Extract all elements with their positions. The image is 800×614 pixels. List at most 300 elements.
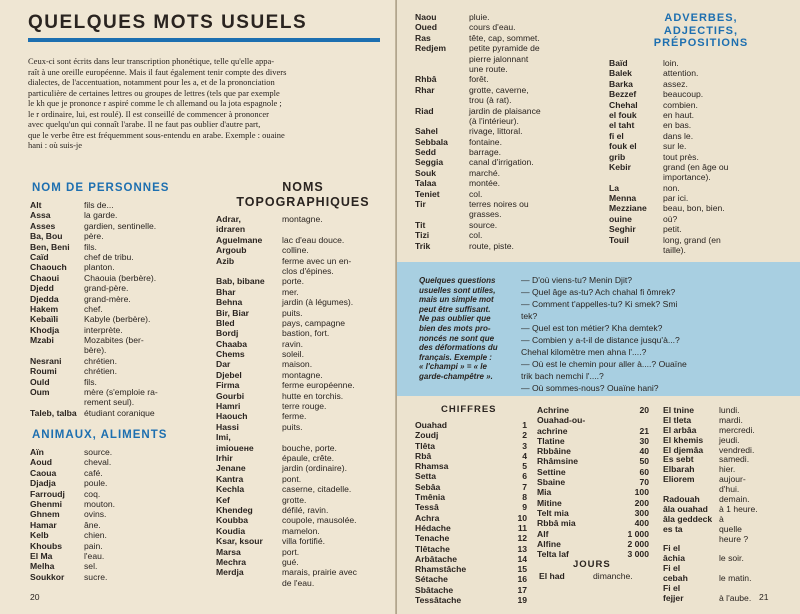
- number-value: 50: [639, 456, 649, 467]
- list-item: [609, 172, 799, 182]
- meaning: pont.: [282, 473, 302, 484]
- list-item: [609, 141, 799, 151]
- list-item: [537, 518, 649, 528]
- number-value: 21: [639, 425, 649, 436]
- term: Hamri: [216, 401, 241, 412]
- term: Ouahad: [415, 420, 447, 430]
- meaning: soleil.: [282, 349, 304, 360]
- number-value: 11: [517, 522, 527, 533]
- term: Caoua: [30, 467, 57, 478]
- list-item: [415, 22, 625, 32]
- meaning: une route.: [469, 63, 508, 74]
- list-item: [663, 445, 793, 455]
- meaning: beaucoup.: [663, 89, 704, 100]
- meaning: Kabyle (berbère).: [84, 314, 151, 325]
- days-list: [663, 405, 793, 603]
- number-value: 30: [639, 435, 649, 446]
- right-page: [397, 0, 800, 614]
- meaning: ferme européenne.: [282, 380, 355, 391]
- term: Teniet: [415, 188, 440, 199]
- list-item: [216, 578, 394, 588]
- meaning: colline.: [282, 245, 309, 256]
- meaning: fils.: [84, 376, 97, 387]
- list-item: [415, 502, 527, 512]
- meaning: barrage.: [469, 147, 502, 158]
- term: Tlatine: [537, 435, 565, 446]
- term: el fouk: [609, 109, 637, 120]
- meaning: jardin de plaisance: [469, 105, 541, 116]
- list-item: [30, 304, 220, 314]
- term: Bir, Biar: [216, 307, 249, 318]
- list-item: [609, 58, 799, 68]
- number-value: 10: [517, 512, 527, 523]
- term: âla ouahad: [663, 503, 708, 514]
- meaning: puits.: [282, 421, 303, 432]
- term: Kelb: [30, 530, 49, 541]
- meaning: ovins.: [84, 509, 107, 520]
- term: Rbbâine: [537, 446, 571, 457]
- term: Ksar, ksour: [216, 536, 263, 547]
- term: Mitine: [537, 497, 562, 508]
- list-item: [216, 318, 394, 328]
- list-item: [216, 567, 394, 577]
- list-item: [663, 415, 793, 425]
- list-item: [537, 487, 649, 497]
- list-item: [30, 457, 220, 467]
- list-item: [663, 454, 793, 464]
- meaning: le soir.: [719, 553, 744, 564]
- meaning: café.: [84, 467, 103, 478]
- list-item: [216, 505, 394, 515]
- term: Djadja: [30, 478, 56, 489]
- intro-line: particulière de certaines lettres ou groupes de lettres (tels que par exemple: [28, 87, 280, 98]
- list-item: [663, 504, 793, 514]
- term: El Ma: [30, 550, 53, 561]
- term: Mia: [537, 487, 552, 498]
- list-item: [216, 432, 394, 442]
- term: El tleta: [663, 414, 692, 425]
- list-item: [415, 168, 625, 178]
- list-item: [415, 157, 625, 167]
- meaning: ferme avec un en-: [282, 255, 352, 266]
- list-item: [415, 430, 527, 440]
- topo-list-continued: [415, 12, 625, 251]
- list-item: [415, 533, 527, 543]
- meaning: source.: [84, 447, 113, 457]
- term: Achrine: [537, 405, 569, 415]
- list-item: [415, 189, 625, 199]
- list-item: [30, 561, 220, 571]
- meaning: bère).: [84, 345, 107, 356]
- term: Barka: [609, 78, 633, 89]
- list-item: [30, 273, 220, 283]
- topo-heading: [218, 180, 388, 210]
- list-item: [30, 478, 220, 488]
- meaning: marché.: [469, 167, 501, 178]
- meaning: pluie.: [469, 12, 490, 22]
- meaning: coq.: [84, 488, 101, 499]
- term: Touil: [609, 234, 629, 245]
- term: Mzabi: [30, 335, 54, 346]
- term: Oued: [415, 22, 437, 33]
- list-item: [216, 495, 394, 505]
- list-item: [609, 152, 799, 162]
- meaning: mercredi.: [719, 424, 755, 435]
- term: Melha: [30, 561, 55, 572]
- term: Rhamsa: [415, 461, 449, 472]
- meaning: puits.: [282, 307, 303, 318]
- box-intro-line: français. Exemple :: [419, 352, 492, 362]
- list-item: [216, 380, 394, 390]
- meaning: demain.: [719, 494, 750, 505]
- term: Souk: [415, 167, 437, 178]
- term: Ba, Bou: [30, 231, 63, 242]
- list-item: [30, 221, 220, 231]
- question-line: — Où est le chemin pour aller à....? Ouaïne: [521, 359, 687, 369]
- intro-line: raît à une oreille européenne. Mais il faut également tenir compte des divers: [28, 66, 287, 77]
- page-title: QUELQUES MOTS USUELS: [28, 12, 308, 33]
- list-item: [663, 464, 793, 474]
- list-item: [609, 203, 799, 213]
- term: El tnine: [663, 405, 695, 415]
- term: achrine: [537, 425, 568, 436]
- list-item: [30, 509, 220, 519]
- meaning: âne.: [84, 519, 101, 530]
- term: Balek: [609, 68, 632, 79]
- term: Imi,: [216, 432, 231, 443]
- number-value: 60: [639, 466, 649, 477]
- meaning: rement seul).: [84, 397, 135, 408]
- list-item: [30, 210, 220, 220]
- list-item: [609, 110, 799, 120]
- list-item: [663, 583, 793, 593]
- list-item: [216, 526, 394, 536]
- term: Roumi: [30, 366, 57, 377]
- page-number-right: 21: [759, 592, 769, 602]
- list-item: [415, 482, 527, 492]
- list-item: [663, 573, 793, 583]
- meaning: pays, campagne: [282, 317, 346, 328]
- meaning: maison.: [282, 359, 313, 370]
- meaning: grotte, caverne,: [469, 84, 529, 95]
- meaning: cours d'eau.: [469, 22, 516, 33]
- meaning: où?: [663, 213, 678, 224]
- term: Bled: [216, 317, 235, 328]
- number-value: 40: [639, 446, 649, 457]
- list-item: [537, 446, 649, 456]
- list-item: [537, 456, 649, 466]
- term: Sbaine: [537, 477, 566, 488]
- list-item: [415, 85, 625, 95]
- list-item: [415, 137, 625, 147]
- meaning: pierre jalonnant: [469, 53, 529, 64]
- list-item: [609, 193, 799, 203]
- animals-list: [30, 447, 220, 582]
- questions-intro: [419, 276, 498, 382]
- term: Tessâtache: [415, 595, 462, 606]
- list-item: [663, 534, 793, 544]
- term: Irhir: [216, 452, 233, 463]
- list-item: [415, 33, 625, 43]
- box-intro-line: bien des mots pro-: [419, 323, 491, 333]
- term: Kantra: [216, 473, 244, 484]
- number-value: 6: [522, 471, 527, 482]
- term: Farroudj: [30, 488, 65, 499]
- meaning: sucre.: [84, 571, 108, 582]
- meaning: mardi.: [719, 414, 743, 425]
- adverbs-heading-line1: ADVERBES,: [664, 12, 738, 24]
- box-intro-line: Quelques questions: [419, 276, 496, 285]
- question-line: Chehal kilomètre men ahna l'....?: [521, 347, 647, 357]
- term: Argoub: [216, 245, 247, 256]
- list-item: [216, 547, 394, 557]
- list-item: [216, 422, 394, 432]
- meaning: hutte en torchis.: [282, 390, 344, 401]
- list-item: [216, 359, 394, 369]
- list-item: [663, 543, 793, 553]
- list-item: [663, 514, 793, 524]
- number-value: 3: [522, 440, 527, 451]
- meaning: en haut.: [663, 109, 695, 120]
- term: El arbâa: [663, 424, 697, 435]
- list-item: [216, 443, 394, 453]
- box-intro-line: usuelles sont utiles,: [419, 285, 496, 295]
- term: Rbbâ mia: [537, 518, 576, 529]
- box-intro-line: garde-champêtre ».: [419, 371, 493, 381]
- box-intro-line: mais un simple mot: [419, 295, 494, 305]
- term: idraren: [216, 224, 246, 235]
- meaning: grasses.: [469, 209, 502, 220]
- meaning: chrétien.: [84, 366, 117, 377]
- meaning: jardin (à légumes).: [282, 297, 354, 308]
- list-item: [30, 314, 220, 324]
- meaning: fils.: [84, 241, 97, 252]
- term: Arbâtache: [415, 553, 458, 564]
- term: Koudia: [216, 525, 246, 536]
- meaning: père.: [84, 231, 104, 242]
- term: Chehal: [609, 99, 638, 110]
- term: Tizi: [415, 230, 430, 241]
- intro-line: dialectes, de l'accentuation, notamment pour les a, et de la prononciation: [28, 77, 275, 87]
- list-item: [216, 474, 394, 484]
- meaning: à 1 heure.: [719, 503, 758, 514]
- list-item: [415, 564, 527, 574]
- number-value: 300: [634, 507, 649, 518]
- list-item: [30, 520, 220, 530]
- meaning: bouche, porte.: [282, 442, 337, 453]
- number-value: 100: [634, 487, 649, 498]
- term: Talaa: [415, 178, 437, 189]
- list-item: [30, 377, 220, 387]
- list-item: [30, 572, 220, 582]
- term: Sétache: [415, 574, 448, 585]
- list-item: [30, 283, 220, 293]
- meaning: mouton.: [84, 498, 116, 509]
- list-item: [537, 415, 649, 425]
- term: El djemâa: [663, 444, 704, 455]
- list-item: [663, 593, 793, 603]
- meaning: montée.: [469, 178, 501, 189]
- term: Chems: [216, 349, 245, 360]
- list-item: [663, 435, 793, 445]
- meaning: gardien, sentinelle.: [84, 220, 157, 231]
- list-item: [609, 235, 799, 245]
- box-intro-line: noncés ne sont que: [419, 333, 495, 343]
- list-item: [537, 498, 649, 508]
- term: Mezziane: [609, 203, 647, 214]
- list-item: [415, 64, 625, 74]
- number-value: 17: [517, 584, 527, 595]
- meaning: grand-père.: [84, 283, 129, 294]
- number-value: 12: [517, 533, 527, 544]
- meaning: montagne.: [282, 214, 323, 224]
- term: Ras: [415, 32, 431, 43]
- meaning: dans le.: [663, 130, 694, 141]
- number-value: 70: [639, 477, 649, 488]
- meaning: quelle: [719, 523, 742, 534]
- meaning: à l'aube.: [719, 592, 752, 603]
- question-line: trik bach nemchi l'....?: [521, 371, 604, 381]
- term: Gourbi: [216, 390, 245, 401]
- meaning: vendredi.: [719, 444, 755, 455]
- term: La: [609, 182, 620, 193]
- number-value: 200: [634, 497, 649, 508]
- meaning: chef de tribu.: [84, 251, 134, 262]
- term: Telta laf: [537, 549, 569, 560]
- term: Firma: [216, 380, 240, 391]
- term: Mechra: [216, 556, 247, 567]
- term: Chaoui: [30, 272, 60, 283]
- days-heading: JOURS: [573, 559, 611, 570]
- list-item: [415, 54, 625, 64]
- list-item: [415, 554, 527, 564]
- term: Fi el: [663, 543, 681, 554]
- meaning: gué.: [282, 556, 299, 567]
- list-item: [30, 335, 220, 345]
- term: Ghnem: [30, 509, 60, 520]
- meaning: pain.: [84, 540, 103, 551]
- meaning: importance).: [663, 172, 711, 183]
- term: Naou: [415, 12, 437, 22]
- meaning: cheval.: [84, 457, 112, 468]
- term: fouk el: [609, 141, 637, 152]
- list-item: [30, 447, 220, 457]
- box-intro-line: Ne pas oublier que: [419, 314, 491, 324]
- list-item: [216, 536, 394, 546]
- list-item: [415, 544, 527, 554]
- meaning: combien.: [663, 99, 698, 110]
- number-value: 20: [639, 405, 649, 415]
- topo-heading-line2: TOPOGRAPHIQUES: [236, 195, 370, 209]
- term: Ould: [30, 376, 50, 387]
- number-value: 1 000: [627, 528, 649, 539]
- term: Caïd: [30, 251, 49, 262]
- number-value: 400: [634, 518, 649, 529]
- meaning: l'eau.: [84, 550, 105, 561]
- list-item: [415, 513, 527, 523]
- list-item: [415, 230, 625, 240]
- list-item: [609, 214, 799, 224]
- term: Chaouch: [30, 262, 67, 273]
- list-item: [216, 266, 394, 276]
- list-item: [609, 245, 799, 255]
- meaning: mamelon.: [282, 525, 320, 536]
- adverbs-heading-line2: ADJECTIFS,: [663, 24, 739, 37]
- box-intro-line: peut être suffisant.: [419, 304, 491, 314]
- term: Marsa: [216, 546, 241, 557]
- number-value: 15: [517, 564, 527, 575]
- term: Kechla: [216, 484, 245, 495]
- page-number-left: 20: [30, 592, 40, 602]
- list-item: [537, 426, 649, 436]
- term: Bezzef: [609, 89, 637, 100]
- list-item: [30, 541, 220, 551]
- meaning: lac d'eau douce.: [282, 234, 345, 245]
- term: Azib: [216, 255, 235, 266]
- term: Menna: [609, 193, 637, 204]
- term: âchia: [663, 553, 685, 564]
- meaning: coupole, mausolée.: [282, 515, 357, 526]
- list-item: [415, 451, 527, 461]
- list-item: [30, 231, 220, 241]
- day-sunday-meaning: dimanche.: [593, 571, 633, 581]
- term: Telt mia: [537, 507, 569, 518]
- question-line: — Où sommes-nous? Ouaïne hani?: [521, 383, 659, 393]
- number-value: 2 000: [627, 538, 649, 549]
- box-intro-line: « l'champi » = « le: [419, 362, 487, 372]
- list-item: [216, 297, 394, 307]
- term: Dar: [216, 359, 231, 370]
- meaning: mère (s'emploie ra-: [84, 387, 158, 398]
- term: Alf: [537, 528, 549, 539]
- term: Tmênia: [415, 492, 446, 503]
- intro-line: avec quelqu'un qui connaît l'arabe. Il ne faut pas oublier d'autre part,: [28, 119, 261, 129]
- list-item: [30, 499, 220, 509]
- list-item: [30, 387, 220, 397]
- term: Haouch: [216, 411, 248, 422]
- list-item: [30, 551, 220, 561]
- list-item: [216, 245, 394, 255]
- term: Sedd: [415, 147, 437, 158]
- list-item: [663, 563, 793, 573]
- number-value: 19: [517, 595, 527, 606]
- term: el taht: [609, 120, 635, 131]
- meaning: la garde.: [84, 210, 118, 221]
- question-line: — Combien y a-t-il de distance jusqu'à...?: [521, 335, 680, 345]
- term: Settine: [537, 466, 566, 477]
- meaning: chef.: [84, 303, 103, 314]
- term: Rbâ: [415, 450, 432, 461]
- left-page: [0, 0, 397, 614]
- meaning: défilé, ravin.: [282, 504, 329, 515]
- numbers-heading: CHIFFRES: [441, 404, 497, 415]
- list-item: [30, 345, 220, 355]
- numbers-list-1: [415, 420, 527, 605]
- box-intro-line: des déformations du: [419, 343, 498, 353]
- meaning: assez.: [663, 78, 688, 89]
- term: Riad: [415, 105, 434, 116]
- number-value: 2: [522, 430, 527, 441]
- term: Aoud: [30, 457, 52, 468]
- list-item: [216, 349, 394, 359]
- meaning: interprète.: [84, 324, 123, 335]
- meaning: fils de...: [84, 200, 114, 210]
- meaning: tout près.: [663, 151, 699, 162]
- list-item: [415, 471, 527, 481]
- meaning: forêt.: [469, 74, 489, 85]
- meaning: hier.: [719, 464, 736, 475]
- term: Rhbâ: [415, 74, 437, 85]
